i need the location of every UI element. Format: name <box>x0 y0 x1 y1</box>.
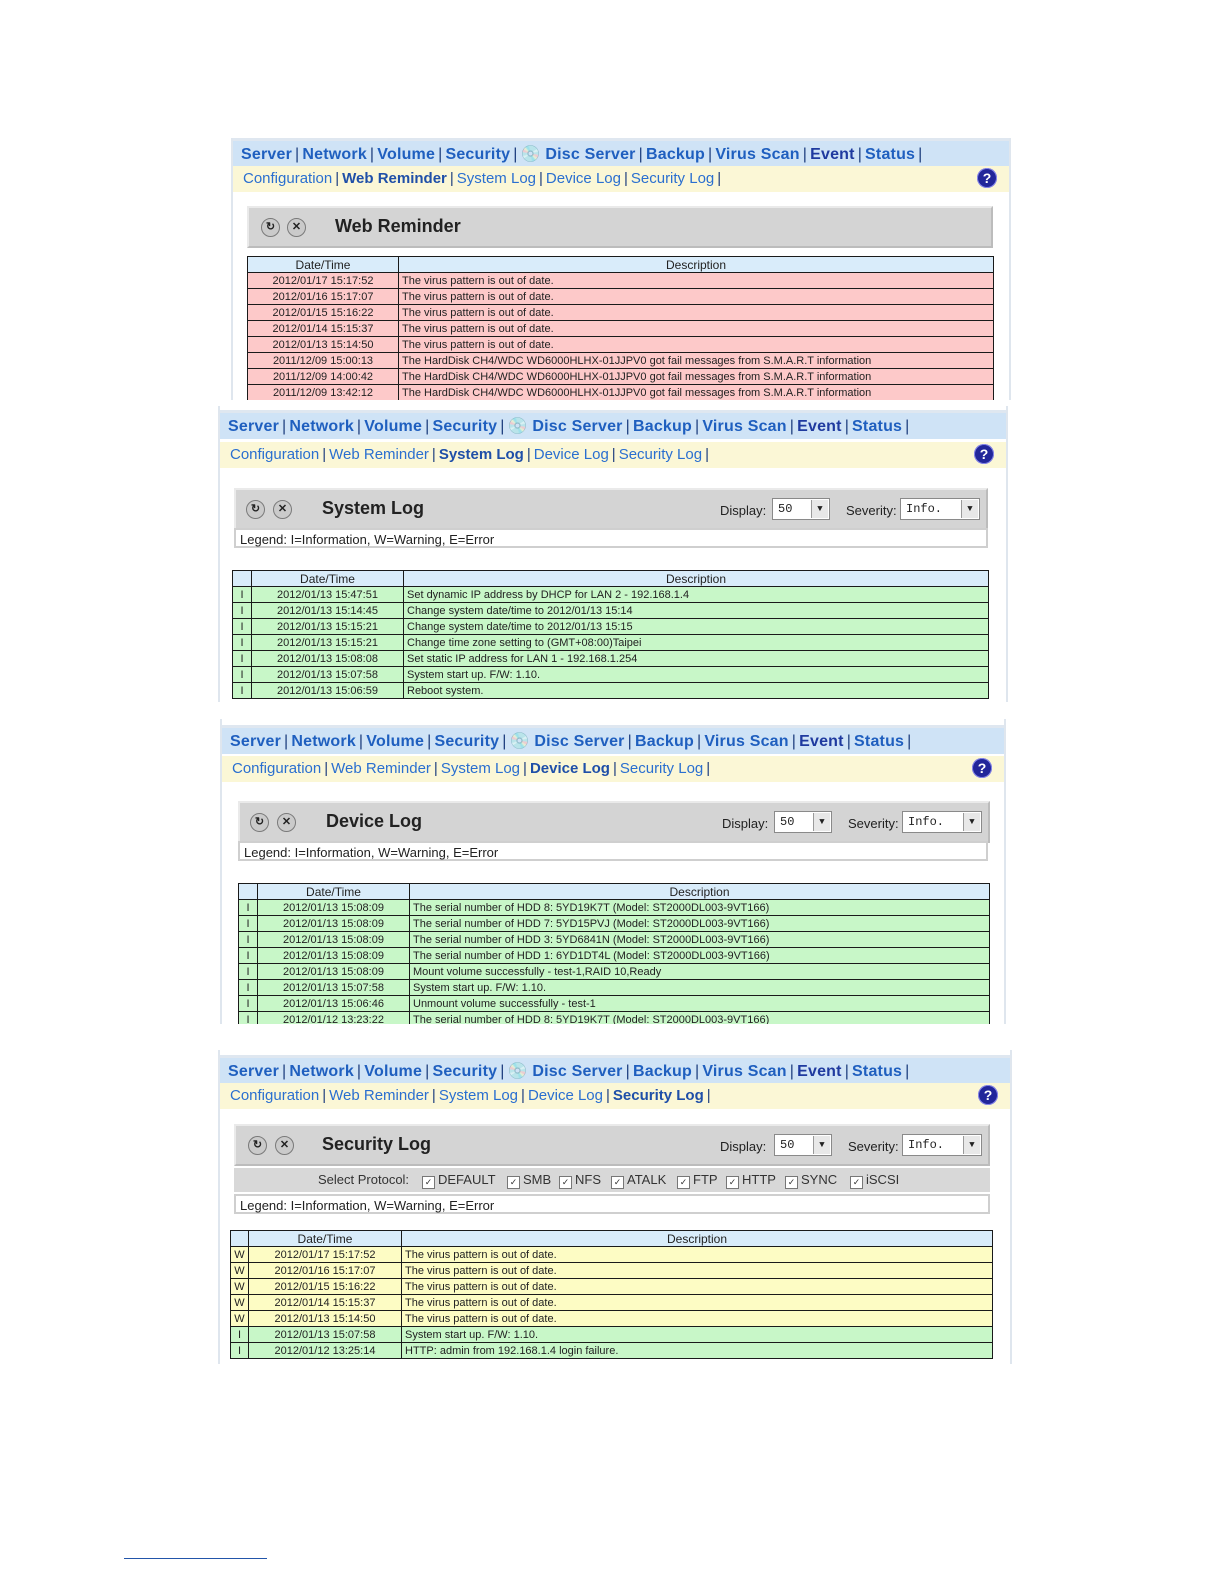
table-row <box>233 635 989 651</box>
description-cell: Reboot system. <box>404 683 989 699</box>
description-cell: The serial number of HDD 8: 5YD19K7T (Model: ST2000DL003-9VT166) <box>410 1012 990 1025</box>
severity-cell: I <box>239 996 258 1012</box>
footnote-rule <box>124 1558 267 1559</box>
severity-cell: I <box>239 932 258 948</box>
close-icon[interactable]: ✕ <box>273 500 292 519</box>
nav-security[interactable]: Security <box>432 418 498 435</box>
description-cell: The HardDisk CH4/WDC WD6000HLHX-01JJPV0 got fail messages from S.M.A.R.T information <box>399 369 994 385</box>
description-cell: Set static IP address for LAN 1 - 192.168.1.254 <box>404 651 989 667</box>
display-select[interactable]: 50 ▼ <box>774 811 832 833</box>
tab-web-reminder[interactable]: Web Reminder <box>329 1087 429 1104</box>
table-row <box>233 619 989 635</box>
nav-volume[interactable]: Volume <box>377 146 436 163</box>
web-reminder-panel <box>231 138 1011 400</box>
description-cell: The virus pattern is out of date. <box>399 289 994 305</box>
protocol-http-checkbox[interactable]: ✓ HTTP <box>726 1168 776 1192</box>
tab-security-log[interactable]: Security Log <box>630 170 715 187</box>
datetime-cell: 2012/01/13 15:08:08 <box>252 651 404 667</box>
chevron-down-icon: ▼ <box>813 813 830 831</box>
description-cell: System start up. F/W: 1.10. <box>402 1327 993 1343</box>
tab-device-log[interactable]: Device Log <box>529 760 610 777</box>
severity-cell: I <box>231 1343 249 1359</box>
datetime-cell: 2012/01/14 15:15:37 <box>248 321 399 337</box>
table-row <box>239 900 990 916</box>
protocol-default-checkbox[interactable]: ✓ DEFAULT <box>422 1168 496 1192</box>
nav-security[interactable]: Security <box>432 1063 498 1080</box>
tab-system-log[interactable]: System Log <box>456 170 537 187</box>
severity-cell: W <box>231 1263 249 1279</box>
help-icon[interactable]: ? <box>972 758 992 778</box>
nav-event[interactable]: Event <box>797 418 842 435</box>
tab-device-log[interactable]: Device Log <box>533 446 609 463</box>
col-header-description: Description <box>410 884 990 900</box>
tab-configuration[interactable]: Configuration <box>232 760 322 777</box>
severity-cell: I <box>233 683 252 699</box>
severity-select[interactable]: Info. ▼ <box>900 498 980 520</box>
protocol-iscsi-checkbox[interactable]: ✓ iSCSI <box>850 1168 899 1192</box>
sub-nav: Configuration | Web Reminder | System Log | Device Log | Security Log | ? <box>220 442 1006 468</box>
nav-event[interactable]: Event <box>799 733 844 750</box>
nav-server[interactable]: Server <box>230 733 282 750</box>
nav-status[interactable]: Status <box>854 733 905 750</box>
chevron-down-icon: ▼ <box>811 500 828 518</box>
legend: Legend: I=Information, W=Warning, E=Error <box>234 528 988 548</box>
table-row <box>239 948 990 964</box>
datetime-cell: 2011/12/09 15:00:13 <box>248 353 399 369</box>
nav-volume[interactable]: Volume <box>364 1063 423 1080</box>
datetime-cell: 2012/01/13 15:14:50 <box>248 337 399 353</box>
display-label: Display: <box>720 1139 767 1154</box>
description-cell: The virus pattern is out of date. <box>402 1263 993 1279</box>
datetime-cell: 2012/01/13 15:07:58 <box>258 980 410 996</box>
table-row <box>233 667 989 683</box>
device-log-table <box>238 883 990 1024</box>
datetime-cell: 2012/01/14 15:15:37 <box>249 1295 402 1311</box>
nav-volume[interactable]: Volume <box>364 418 423 435</box>
datetime-cell: 2012/01/16 15:17:07 <box>248 289 399 305</box>
datetime-cell: 2012/01/13 15:15:21 <box>252 635 404 651</box>
nav-backup[interactable]: Backup <box>632 418 692 435</box>
description-cell: Change system date/time to 2012/01/13 15:14 <box>404 603 989 619</box>
severity-cell: I <box>233 667 252 683</box>
tab-configuration[interactable]: Configuration <box>230 1087 320 1104</box>
description-cell: The HardDisk CH4/WDC WD6000HLHX-01JJPV0 got fail messages from S.M.A.R.T information <box>399 385 994 401</box>
description-cell: The serial number of HDD 3: 5YD6841N (Model: ST2000DL003-9VT166) <box>410 932 990 948</box>
table-row <box>239 932 990 948</box>
system-log-table <box>232 570 989 699</box>
nav-disc-server[interactable]: Disc Server <box>532 1063 623 1080</box>
top-nav: Server | Network | Volume | Security | 💿 Disc Server | Backup | Virus Scan | Event | Status | <box>222 725 1004 754</box>
tab-system-log[interactable]: System Log <box>440 760 521 777</box>
table-row <box>233 683 989 699</box>
tab-web-reminder[interactable]: Web Reminder <box>329 446 429 463</box>
tab-web-reminder[interactable]: Web Reminder <box>331 760 431 777</box>
col-header-description: Description <box>399 257 994 273</box>
display-label: Display: <box>722 816 769 831</box>
severity-label: Severity: <box>848 1139 899 1154</box>
col-header-description: Description <box>404 571 989 587</box>
datetime-cell: 2012/01/13 15:07:58 <box>249 1327 402 1343</box>
nav-event[interactable]: Event <box>810 146 855 163</box>
table-row <box>248 305 994 321</box>
description-cell: Set dynamic IP address by DHCP for LAN 2 - 192.168.1.4 <box>404 587 989 603</box>
nav-security[interactable]: Security <box>434 733 500 750</box>
description-cell: The virus pattern is out of date. <box>399 273 994 289</box>
close-icon[interactable]: ✕ <box>275 1136 294 1155</box>
display-label: Display: <box>720 503 767 518</box>
description-cell: The serial number of HDD 7: 5YD15PVJ (Model: ST2000DL003-9VT166) <box>410 916 990 932</box>
page-title: Security Log <box>322 1134 432 1154</box>
system-log-panel <box>218 406 1008 702</box>
severity-cell: I <box>239 980 258 996</box>
nav-backup[interactable]: Backup <box>632 1063 692 1080</box>
datetime-cell: 2011/12/09 13:42:12 <box>248 385 399 401</box>
table-row <box>239 996 990 1012</box>
sub-nav: Configuration | Web Reminder | System Log | Device Log | Security Log | ? <box>222 756 1004 782</box>
table-row <box>231 1327 993 1343</box>
help-icon[interactable]: ? <box>974 444 994 464</box>
severity-label: Severity: <box>848 816 899 831</box>
display-select[interactable]: 50 ▼ <box>772 498 830 520</box>
table-row <box>248 369 994 385</box>
refresh-icon[interactable]: ↻ <box>261 218 280 237</box>
tab-configuration[interactable]: Configuration <box>230 446 320 463</box>
datetime-cell: 2012/01/12 13:23:22 <box>258 1012 410 1025</box>
severity-select[interactable]: Info. ▼ <box>902 1134 982 1156</box>
severity-select[interactable]: Info. ▼ <box>902 811 982 833</box>
col-header-datetime: Date/Time <box>252 571 404 587</box>
nav-status[interactable]: Status <box>852 1063 903 1080</box>
refresh-icon[interactable]: ↻ <box>250 813 269 832</box>
close-icon[interactable]: ✕ <box>287 218 306 237</box>
nav-server[interactable]: Server <box>228 418 280 435</box>
chevron-down-icon: ▼ <box>963 1136 980 1154</box>
nav-disc-server[interactable]: Disc Server <box>532 418 623 435</box>
table-row <box>231 1295 993 1311</box>
table-row <box>231 1247 993 1263</box>
nav-backup[interactable]: Backup <box>645 146 705 163</box>
disc-icon: 💿 <box>509 733 530 750</box>
severity-cell: W <box>231 1295 249 1311</box>
description-cell: The virus pattern is out of date. <box>402 1311 993 1327</box>
nav-virus-scan[interactable]: Virus Scan <box>702 1063 787 1080</box>
datetime-cell: 2012/01/13 15:08:09 <box>258 964 410 980</box>
datetime-cell: 2012/01/16 15:17:07 <box>249 1263 402 1279</box>
title-bar <box>247 206 993 248</box>
nav-event[interactable]: Event <box>797 1063 842 1080</box>
tab-security-log[interactable]: Security Log <box>619 760 704 777</box>
description-cell: HTTP: admin from 192.168.1.4 login failure. <box>402 1343 993 1359</box>
description-cell: The virus pattern is out of date. <box>402 1247 993 1263</box>
col-header-severity <box>231 1231 249 1247</box>
chevron-down-icon: ▼ <box>813 1136 830 1154</box>
nav-security[interactable]: Security <box>445 146 511 163</box>
nav-backup[interactable]: Backup <box>634 733 694 750</box>
top-nav: Server | Network | Volume | Security | 💿 Disc Server | Backup | Virus Scan | Event | Status | <box>220 1055 1010 1084</box>
nav-volume[interactable]: Volume <box>366 733 425 750</box>
description-cell: The virus pattern is out of date. <box>402 1279 993 1295</box>
description-cell: Change system date/time to 2012/01/13 15:15 <box>404 619 989 635</box>
datetime-cell: 2012/01/13 15:08:09 <box>258 932 410 948</box>
description-cell: The serial number of HDD 1: 6YD1DT4L (Model: ST2000DL003-9VT166) <box>410 948 990 964</box>
table-row <box>239 1012 990 1025</box>
description-cell: Change time zone setting to (GMT+08:00)Taipei <box>404 635 989 651</box>
severity-cell: I <box>231 1327 249 1343</box>
nav-status[interactable]: Status <box>865 146 916 163</box>
help-icon[interactable]: ? <box>978 1085 998 1105</box>
nav-server[interactable]: Server <box>241 146 293 163</box>
device-log-panel <box>220 719 1006 1024</box>
datetime-cell: 2012/01/13 15:14:45 <box>252 603 404 619</box>
refresh-icon[interactable]: ↻ <box>246 500 265 519</box>
disc-icon: 💿 <box>507 1063 528 1080</box>
table-row <box>248 385 994 401</box>
description-cell: The virus pattern is out of date. <box>402 1295 993 1311</box>
display-select[interactable]: 50 ▼ <box>774 1134 832 1156</box>
datetime-cell: 2012/01/13 15:06:46 <box>258 996 410 1012</box>
table-row <box>233 651 989 667</box>
nav-network[interactable]: Network <box>289 1063 354 1080</box>
severity-cell: I <box>239 1012 258 1025</box>
description-cell: System start up. F/W: 1.10. <box>410 980 990 996</box>
description-cell: System start up. F/W: 1.10. <box>404 667 989 683</box>
col-header-severity <box>239 884 258 900</box>
table-row <box>248 289 994 305</box>
severity-cell: I <box>239 916 258 932</box>
title-bar <box>234 1124 990 1166</box>
top-nav: Server | Network | Volume | Security | 💿 Disc Server | Backup | Virus Scan | Event | Status | <box>233 138 1009 167</box>
tab-security-log[interactable]: Security Log <box>612 1087 704 1104</box>
col-header-severity <box>233 571 252 587</box>
web-reminder-table <box>247 256 994 400</box>
page-title: Device Log <box>326 811 423 831</box>
tab-device-log[interactable]: Device Log <box>527 1087 603 1104</box>
table-row <box>231 1311 993 1327</box>
security-log-panel <box>218 1050 1012 1364</box>
tab-web-reminder[interactable]: Web Reminder <box>342 170 447 187</box>
disc-icon: 💿 <box>507 418 528 435</box>
table-row <box>248 321 994 337</box>
table-row <box>239 980 990 996</box>
severity-label: Severity: <box>846 503 897 518</box>
refresh-icon[interactable]: ↻ <box>248 1136 267 1155</box>
chevron-down-icon: ▼ <box>961 500 978 518</box>
close-icon[interactable]: ✕ <box>277 813 296 832</box>
description-cell: Unmount volume successfully - test-1 <box>410 996 990 1012</box>
description-cell: The serial number of HDD 8: 5YD19K7T (Model: ST2000DL003-9VT166) <box>410 900 990 916</box>
nav-status[interactable]: Status <box>852 418 903 435</box>
legend: Legend: I=Information, W=Warning, E=Error <box>238 841 988 861</box>
disc-icon: 💿 <box>520 146 541 163</box>
nav-network[interactable]: Network <box>291 733 356 750</box>
security-log-table <box>230 1230 993 1359</box>
legend: Legend: I=Information, W=Warning, E=Error <box>234 1194 990 1214</box>
page-title: System Log <box>322 498 425 518</box>
nav-network[interactable]: Network <box>302 146 367 163</box>
tab-configuration[interactable]: Configuration <box>243 170 333 187</box>
description-cell: Mount volume successfully - test-1,RAID 10,Ready <box>410 964 990 980</box>
datetime-cell: 2012/01/17 15:17:52 <box>248 273 399 289</box>
severity-cell: W <box>231 1279 249 1295</box>
col-header-description: Description <box>402 1231 993 1247</box>
table-row <box>248 353 994 369</box>
help-icon[interactable]: ? <box>977 168 997 188</box>
tab-system-log[interactable]: System Log <box>438 446 524 463</box>
nav-network[interactable]: Network <box>289 418 354 435</box>
protocol-atalk-checkbox[interactable]: ✓ ATALK <box>611 1168 666 1192</box>
tab-security-log[interactable]: Security Log <box>618 446 703 463</box>
severity-cell: I <box>239 948 258 964</box>
severity-cell: W <box>231 1247 249 1263</box>
table-row <box>231 1263 993 1279</box>
col-header-datetime: Date/Time <box>248 257 399 273</box>
protocol-label: Select Protocol: <box>318 1172 410 1187</box>
top-nav: Server | Network | Volume | Security | 💿 Disc Server | Backup | Virus Scan | Event | Status | <box>220 410 1006 439</box>
datetime-cell: 2012/01/15 15:16:22 <box>249 1279 402 1295</box>
description-cell: The HardDisk CH4/WDC WD6000HLHX-01JJPV0 got fail messages from S.M.A.R.T information <box>399 353 994 369</box>
nav-disc-server[interactable]: Disc Server <box>534 733 625 750</box>
title-bar <box>238 801 990 843</box>
nav-virus-scan[interactable]: Virus Scan <box>715 146 800 163</box>
severity-cell: I <box>233 619 252 635</box>
nav-virus-scan[interactable]: Virus Scan <box>702 418 787 435</box>
protocol-sync-checkbox[interactable]: ✓ SYNC <box>785 1168 837 1192</box>
severity-cell: I <box>233 651 252 667</box>
table-row <box>233 587 989 603</box>
table-row <box>231 1279 993 1295</box>
datetime-cell: 2012/01/13 15:08:09 <box>258 948 410 964</box>
severity-cell: I <box>233 603 252 619</box>
nav-disc-server[interactable]: Disc Server <box>545 146 636 163</box>
col-header-datetime: Date/Time <box>249 1231 402 1247</box>
datetime-cell: 2012/01/13 15:47:51 <box>252 587 404 603</box>
datetime-cell: 2012/01/13 15:15:21 <box>252 619 404 635</box>
sub-nav: Configuration | Web Reminder | System Log | Device Log | Security Log | ? <box>233 166 1009 192</box>
protocol-ftp-checkbox[interactable]: ✓ FTP <box>677 1168 718 1192</box>
table-row <box>239 916 990 932</box>
table-row <box>239 964 990 980</box>
severity-cell: I <box>233 635 252 651</box>
datetime-cell: 2012/01/15 15:16:22 <box>248 305 399 321</box>
datetime-cell: 2012/01/17 15:17:52 <box>249 1247 402 1263</box>
table-row <box>248 337 994 353</box>
datetime-cell: 2012/01/13 15:06:59 <box>252 683 404 699</box>
description-cell: The virus pattern is out of date. <box>399 337 994 353</box>
datetime-cell: 2012/01/13 15:14:50 <box>249 1311 402 1327</box>
description-cell: The virus pattern is out of date. <box>399 305 994 321</box>
description-cell: The virus pattern is out of date. <box>399 321 994 337</box>
severity-cell: I <box>239 964 258 980</box>
sub-nav: Configuration | Web Reminder | System Log | Device Log | Security Log | ? <box>220 1083 1010 1109</box>
datetime-cell: 2011/12/09 14:00:42 <box>248 369 399 385</box>
nav-server[interactable]: Server <box>228 1063 280 1080</box>
severity-cell: I <box>233 587 252 603</box>
table-row <box>233 603 989 619</box>
datetime-cell: 2012/01/13 15:07:58 <box>252 667 404 683</box>
nav-virus-scan[interactable]: Virus Scan <box>704 733 789 750</box>
chevron-down-icon: ▼ <box>963 813 980 831</box>
col-header-datetime: Date/Time <box>258 884 410 900</box>
tab-system-log[interactable]: System Log <box>438 1087 519 1104</box>
title-bar <box>234 488 988 530</box>
protocol-nfs-checkbox[interactable]: ✓ NFS <box>559 1168 601 1192</box>
datetime-cell: 2012/01/13 15:08:09 <box>258 900 410 916</box>
datetime-cell: 2012/01/13 15:08:09 <box>258 916 410 932</box>
table-row <box>248 273 994 289</box>
severity-cell: W <box>231 1311 249 1327</box>
protocol-smb-checkbox[interactable]: ✓ SMB <box>507 1168 551 1192</box>
protocol-filter <box>234 1168 990 1192</box>
table-row <box>231 1343 993 1359</box>
tab-device-log[interactable]: Device Log <box>545 170 621 187</box>
severity-cell: I <box>239 900 258 916</box>
page-title: Web Reminder <box>335 216 461 236</box>
datetime-cell: 2012/01/12 13:25:14 <box>249 1343 402 1359</box>
